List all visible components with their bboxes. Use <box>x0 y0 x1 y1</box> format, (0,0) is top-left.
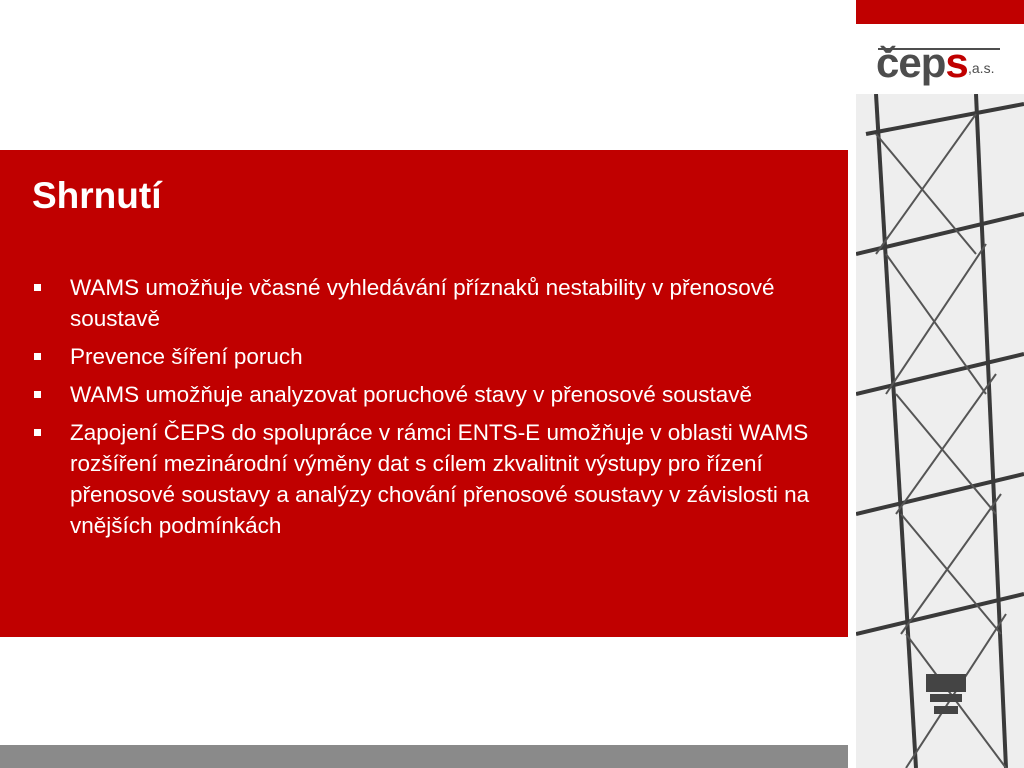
bullet-item <box>32 272 832 334</box>
logo-suffix: ,a.s. <box>968 60 995 76</box>
slide-title: Shrnutí <box>32 175 162 216</box>
bullet-item <box>32 417 832 541</box>
bullet-text: WAMS umožňuje včasné vyhledávání příznaků nestability v přenosové soustavě <box>70 275 775 331</box>
content-panel <box>0 150 848 637</box>
footer-bar <box>0 745 848 768</box>
bullet-text: Prevence šíření poruch <box>70 344 303 369</box>
bullet-square-icon <box>34 391 41 398</box>
bullet-square-icon <box>34 284 41 291</box>
bullet-text: WAMS umožňuje analyzovat poruchové stavy v přenosové soustavě <box>70 382 753 407</box>
bullet-square-icon <box>34 353 41 360</box>
bullet-square-icon <box>34 429 41 436</box>
transmission-tower-photo <box>856 94 1024 768</box>
tower-illustration <box>856 94 1024 768</box>
top-accent-bar <box>856 0 1024 24</box>
bullet-item <box>32 379 832 410</box>
bullet-list <box>32 272 832 548</box>
logo-wordmark: čeps <box>876 39 968 86</box>
bullet-text: Zapojení ČEPS do spolupráce v rámci ENTS-E umožňuje v oblasti WAMS rozšíření mezinárodní výměny dat s cílem zkvalitnit výstupy pro řízení přenosové soustavy a analýzy chování přenosové soustavy v závislosti na vnějších podmínkách <box>70 420 810 538</box>
ceps-logo <box>876 38 1006 88</box>
bullet-item <box>32 341 832 372</box>
